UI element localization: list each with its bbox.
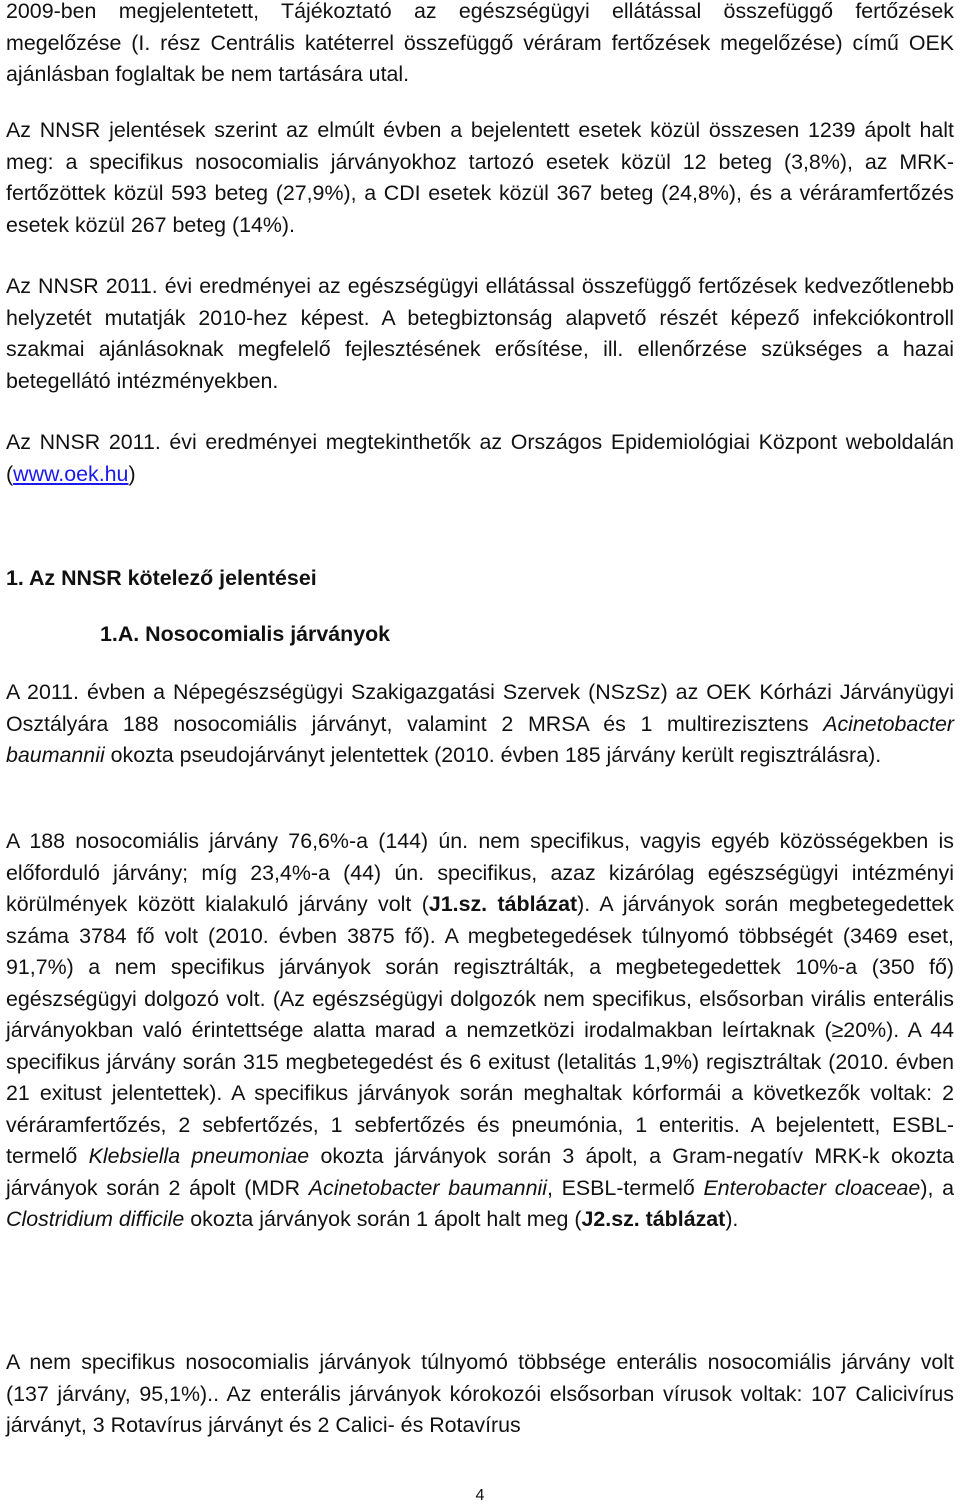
website-text-before: Az NNSR 2011. évi eredményei megtekinthetők az Országos Epidemiológiai Központ weboldalán ( [6,430,954,486]
paragraph-nnsr-website [6,427,954,490]
italic-organism-name: Acinetobacter baumannii [308,1175,547,1200]
text-run: , ESBL-termelő [546,1175,704,1200]
text-run: ), a [920,1175,955,1200]
paragraph-outbreak-statistics [6,826,954,1236]
text-run: ). [725,1207,739,1231]
paragraph-outbreaks-2011 [6,677,954,772]
italic-organism-name: Clostridium difficile [6,1207,185,1231]
paragraph-nnsr-deaths: Az NNSR jelentések szerint az elmúlt évben a bejelentett esetek közül összesen 1239 ápolt halt meg: a specifikus nosocomialis járványokhoz tartozó esetek közül 12 beteg (3,8%), az MRK-fertőzöttek közül 593 beteg (27,9%), a CDI esetek közül 367 beteg (24,8%), és a véráramfertőzés esetek közül 267 beteg (14%). [6,118,954,237]
paragraph-nonspecific-outbreaks: A nem specifikus nosocomialis járványok túlnyomó többsége enterális nosocomiális járvány volt (137 járvány, 95,1%).. Az enterális járványok kórokozói elsősorban vírusok voltak: 107 Calicivírus járványt, 3 Rotavírus járványt és 2 Calici- és Rotavírus [6,1350,954,1437]
text-run: A 2011. évben a Népegészségügyi Szakigazgatási Szervek (NSzSz) az OEK Kórházi Járványügyi Osztályára 188 nosocomiális járványt, valamint 2 MRSA és 1 multirezisztens [6,680,954,736]
table-reference-j2: J2.sz. táblázat [581,1207,726,1231]
italic-organism-name: Klebsiella pneumoniae [88,1144,310,1168]
italic-organism-name: Enterobacter cloaceae [703,1175,921,1200]
italic-organism-name: Acinetobacter baumannii [6,711,954,767]
text-run: okozta pseudojárványt jelentettek (2010. évben 185 járvány került regisztrálásra). [104,743,882,767]
table-reference-j1: J1.sz. táblázat [428,892,578,916]
text-run: okozta járványok során 3 ápolt, a Gram-negatív MRK-k okozta járványok során 2 ápolt (MDR [6,1144,954,1200]
page-number: 4 [475,1487,485,1504]
section-heading-nnsr-reports: 1. Az NNSR kötelező jelentései [6,566,317,590]
text-run: ). A járványok során megbetegedettek száma 3784 fő volt (2010. évben 3875 fő). A megbetegedések túlnyomó többségét (3469 eset, 91,7%) a nem specifikus járványok során regisztrálták, a megbetegedettek 10%-a (350 fő) egészségügyi dolgozó volt. (Az egészségügyi dolgozók nem specifikus, elsősorban virális enterális járványokban való érintettsége alatta marad a nemzetközi irodalmakban leírtaknak (≥20%). A 44 specifikus járvány során 315 megbetegedést és 6 exitust (letalitás 1,9%) regisztráltak (2010. évben 21 exitust jelentettek). A specifikus járványok során meghaltak kórformái a következők voltak: 2 véráramfertőzés, 2 sebfertőzés, 1 sebfertőzés és pneumónia, 1 enteritis. A bejelentett, ESBL-termelő [6,892,954,1168]
text-run: A 188 nosocomiális járvány 76,6%-a (144) ún. nem specifikus, vagyis egyéb közösségekben is előforduló járvány; míg 23,4%-a (44) ún. specifikus, azaz kizárólag egészségügyi intézményi körülmények között kialakuló járvány volt ( [6,829,954,916]
subsection-heading-nosocomial-outbreaks: 1.A. Nosocomialis járványok [100,622,391,646]
paragraph-nnsr-results: Az NNSR 2011. évi eredményei az egészségügyi ellátással összefüggő fertőzések kedvezőtlenebb helyzetét mutatják 2010-hez képest. A betegbiztonság alapvető részét képező infekciókontroll szakmai ajánlásoknak megfelelő fejlesztésének erősítése, ill. ellenőrzése szükséges a hazai betegellátó intézményekben. [6,274,954,393]
text-run: okozta járványok során 1 ápolt halt meg ( [184,1207,582,1231]
oek-website-link[interactable]: www.oek.hu [13,461,129,486]
paragraph-oek-recommendation: 2009-ben megjelentetett, Tájékoztató az egészségügyi ellátással összefüggő fertőzések megelőzése (I. rész Centrális katéterrel összefüggő véráram fertőzések megelőzése) című OEK ajánlásban foglaltak be nem tartására utal. [6,0,954,86]
website-text-after: ) [128,461,136,486]
